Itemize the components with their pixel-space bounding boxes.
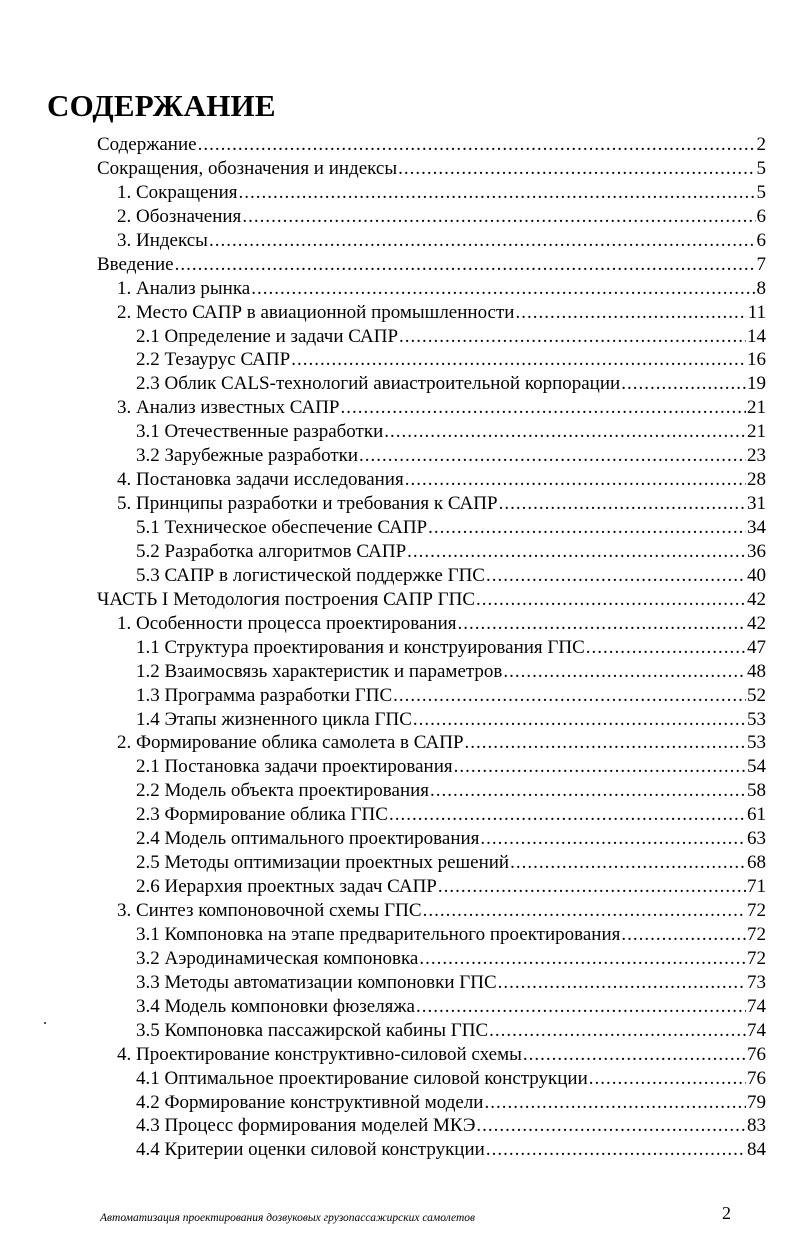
toc-entry-title: 3.3 Методы автоматизации компоновки ГПС <box>136 971 497 993</box>
dot-leader <box>589 1067 746 1091</box>
toc-entry-title: 2. Место САПР в авиационной промышленности <box>117 301 515 323</box>
toc-entry[interactable] <box>97 1019 766 1043</box>
toc-entry[interactable] <box>97 205 766 229</box>
dot-leader <box>621 923 746 947</box>
toc-entry-page: 34 <box>747 517 766 538</box>
toc-entry-title: 3. Синтез компоновочной схемы ГПС <box>117 900 422 921</box>
toc-entry[interactable] <box>97 492 766 516</box>
toc-list <box>97 133 766 1162</box>
toc-entry-page: 52 <box>747 684 766 706</box>
toc-entry[interactable] <box>97 1091 766 1115</box>
dot-leader <box>476 1114 746 1138</box>
toc-entry-page: 73 <box>747 971 766 993</box>
toc-entry-title: 2.3 Облик CALS-технологий авиастроительной корпорации <box>136 373 621 395</box>
toc-entry-title: 3.1 Компоновка на этапе предварительного проектирования <box>136 923 621 945</box>
toc-entry-title: Сокращения, обозначения и индексы <box>97 157 398 179</box>
toc-entry[interactable] <box>97 612 766 636</box>
toc-entry[interactable] <box>97 660 766 684</box>
toc-entry-title: Введение <box>97 253 174 275</box>
toc-entry[interactable] <box>97 779 766 803</box>
toc-entry-title: 4. Постановка задачи исследования <box>117 469 404 491</box>
dot-leader <box>454 755 746 779</box>
toc-entry-page: 76 <box>747 1043 766 1065</box>
toc-entry[interactable] <box>97 851 766 875</box>
dot-leader <box>359 444 746 468</box>
toc-entry-title: 4.1 Оптимальное проектирование силовой конструкции <box>136 1067 588 1089</box>
toc-entry-title: 3.5 Компоновка пассажирской кабины ГПС <box>136 1019 489 1041</box>
dot-leader <box>198 133 756 157</box>
dot-leader <box>416 995 746 1019</box>
dot-leader <box>489 1019 746 1043</box>
dot-leader <box>621 372 746 396</box>
toc-entry-title: 1.2 Взаимосвязь характеристик и параметров <box>136 660 503 682</box>
toc-entry-title: 1.1 Структура проектирования и конструирования ГПС <box>136 636 585 658</box>
dot-leader <box>486 1138 746 1162</box>
toc-entry-title: 3.2 Аэродинамическая компоновка <box>136 947 419 969</box>
dot-leader <box>515 301 746 325</box>
toc-entry-page: 74 <box>747 995 766 1017</box>
toc-entry-page: 16 <box>747 349 766 371</box>
dot-leader <box>430 779 746 803</box>
toc-heading: СОДЕРЖАНИЕ <box>47 88 276 123</box>
toc-entry-page: 28 <box>747 469 766 491</box>
toc-entry-title: 1.4 Этапы жизненного цикла ГПС <box>136 708 412 730</box>
toc-entry[interactable] <box>97 708 766 732</box>
dot-leader <box>405 468 746 492</box>
toc-entry-page: 72 <box>747 923 766 945</box>
dot-leader <box>503 660 746 684</box>
dot-leader <box>484 1091 746 1115</box>
dot-leader <box>586 636 746 660</box>
dot-leader <box>480 827 746 851</box>
toc-entry-title: 3. Индексы <box>117 229 208 251</box>
toc-entry[interactable] <box>97 253 766 277</box>
toc-entry[interactable] <box>97 875 766 899</box>
toc-entry[interactable] <box>97 133 766 157</box>
toc-entry-title: 1.3 Программа разработки ГПС <box>136 684 393 706</box>
toc-entry-title: 4.2 Формирование конструктивной модели <box>136 1091 484 1113</box>
toc-entry-title: 2.6 Иерархия проектных задач САПР <box>136 876 437 898</box>
toc-entry-title: 5.3 САПР в логистической поддержке ГПС <box>136 564 485 586</box>
dot-leader <box>523 1043 746 1067</box>
toc-entry-title: 2.4 Модель оптимального проектирования <box>136 828 480 850</box>
toc-entry-title: 2. Обозначения <box>117 205 242 227</box>
toc-entry[interactable] <box>97 755 766 779</box>
toc-entry-title: 4. Проектирование конструктивно-силовой схемы <box>117 1043 522 1065</box>
toc-entry-title: 1. Анализ рынка <box>117 277 251 299</box>
dot-leader <box>209 229 756 253</box>
toc-entry-page: 42 <box>747 588 766 610</box>
toc-entry[interactable] <box>97 684 766 708</box>
dot-leader <box>242 205 755 229</box>
toc-entry-page: 7 <box>756 253 766 275</box>
dot-leader <box>407 540 746 564</box>
toc-entry[interactable] <box>97 396 766 420</box>
toc-entry-page: 21 <box>747 397 766 419</box>
scan-speck <box>44 1022 46 1024</box>
toc-entry-page: 53 <box>747 708 766 730</box>
toc-entry[interactable] <box>97 516 766 540</box>
toc-entry-page: 42 <box>747 612 766 634</box>
toc-entry-page: 19 <box>747 373 766 395</box>
toc-entry-title: 3.4 Модель компоновки фюзеляжа <box>136 995 415 1017</box>
toc-entry-page: 83 <box>747 1115 766 1137</box>
dot-leader <box>175 253 756 277</box>
toc-entry-page: 68 <box>747 852 766 874</box>
toc-entry[interactable] <box>97 444 766 468</box>
toc-entry-title: 5.1 Техническое обеспечение САПР <box>136 517 428 538</box>
dot-leader <box>510 851 746 875</box>
toc-entry[interactable] <box>97 1138 766 1162</box>
toc-entry-title: 1. Сокращения <box>117 181 238 203</box>
toc-entry-title: 3.2 Зарубежные разработки <box>136 445 359 467</box>
toc-entry[interactable] <box>97 971 766 995</box>
toc-entry[interactable] <box>97 325 766 349</box>
toc-entry[interactable] <box>97 899 766 923</box>
toc-entry-title: 2.2 Тезаурус САПР <box>136 349 291 371</box>
dot-leader <box>438 875 746 899</box>
toc-entry-page: 6 <box>756 205 766 227</box>
toc-entry-title: Содержание <box>97 134 197 155</box>
dot-leader <box>465 731 746 755</box>
running-footer-title: Автоматизация проектирования дозвуковых грузопассажирских самолетов <box>100 1212 476 1224</box>
dot-leader <box>398 157 755 181</box>
toc-entry-page: 54 <box>747 756 766 778</box>
toc-entry[interactable] <box>97 803 766 827</box>
toc-entry[interactable] <box>97 731 766 755</box>
dot-leader <box>499 492 746 516</box>
toc-entry-page: 31 <box>747 493 766 515</box>
toc-entry-page: 11 <box>747 301 766 323</box>
toc-entry-title: 5.2 Разработка алгоритмов САПР <box>136 540 407 562</box>
toc-entry-page: 47 <box>747 636 766 658</box>
toc-entry-page: 5 <box>756 181 766 203</box>
toc-entry-page: 5 <box>756 157 766 179</box>
toc-entry-title: ЧАСТЬ I Методология построения САПР ГПС <box>97 588 476 610</box>
dot-leader <box>341 396 747 420</box>
toc-entry[interactable] <box>97 348 766 372</box>
toc-entry-page: 72 <box>747 900 766 921</box>
toc-entry[interactable] <box>97 229 766 253</box>
toc-entry[interactable] <box>97 564 766 588</box>
toc-entry-page: 71 <box>747 876 766 898</box>
toc-entry-page: 2 <box>756 134 766 155</box>
toc-entry-title: 3.1 Отечественные разработки <box>136 421 384 443</box>
toc-entry-title: 2. Формирование облика самолета в САПР <box>117 732 464 754</box>
toc-entry[interactable] <box>97 1114 766 1138</box>
toc-entry-page: 48 <box>747 660 766 682</box>
toc-entry-page: 76 <box>747 1067 766 1089</box>
dot-leader <box>251 277 755 301</box>
toc-entry-title: 4.3 Процесс формирования моделей МКЭ <box>136 1115 476 1137</box>
dot-leader <box>498 971 746 995</box>
toc-entry-page: 40 <box>747 564 766 586</box>
toc-entry-title: 3. Анализ известных САПР <box>117 397 340 419</box>
dot-leader <box>428 516 746 540</box>
toc-entry-title: 1. Особенности процесса проектирования <box>117 612 457 634</box>
toc-entry-page: 23 <box>747 445 766 467</box>
toc-entry-page: 58 <box>747 780 766 802</box>
toc-entry[interactable] <box>97 827 766 851</box>
toc-entry-title: 2.1 Постановка задачи проектирования <box>136 756 453 778</box>
toc-entry-page: 72 <box>747 947 766 969</box>
dot-leader <box>423 899 746 923</box>
toc-entry[interactable] <box>97 301 766 325</box>
dot-leader <box>389 803 746 827</box>
dot-leader <box>486 564 746 588</box>
dot-leader <box>413 708 746 732</box>
dot-leader <box>399 325 746 349</box>
dot-leader <box>476 588 746 612</box>
toc-entry[interactable] <box>97 1067 766 1091</box>
toc-entry[interactable] <box>97 372 766 396</box>
dot-leader <box>291 348 746 372</box>
toc-entry-title: 2.5 Методы оптимизации проектных решений <box>136 852 510 874</box>
toc-entry[interactable] <box>97 420 766 444</box>
toc-entry-title: 2.1 Определение и задачи САПР <box>136 325 399 347</box>
page-number: 2 <box>722 1203 731 1223</box>
toc-entry-page: 21 <box>747 421 766 443</box>
toc-entry[interactable] <box>97 923 766 947</box>
toc-entry-page: 61 <box>747 804 766 826</box>
dot-leader <box>458 612 746 636</box>
toc-entry-title: 2.3 Формирование облика ГПС <box>136 804 388 826</box>
toc-entry-page: 6 <box>756 229 766 251</box>
toc-entry-page: 8 <box>756 277 766 299</box>
toc-entry[interactable] <box>97 277 766 301</box>
toc-entry-page: 84 <box>747 1139 766 1161</box>
toc-entry-title: 2.2 Модель объекта проектирования <box>136 780 430 802</box>
toc-entry-page: 53 <box>747 732 766 754</box>
toc-entry[interactable] <box>97 947 766 971</box>
toc-entry[interactable] <box>97 157 766 181</box>
toc-entry[interactable] <box>97 181 766 205</box>
toc-entry-page: 36 <box>747 540 766 562</box>
toc-entry-page: 14 <box>747 325 766 347</box>
toc-entry[interactable] <box>97 588 766 612</box>
toc-entry-page: 63 <box>747 828 766 850</box>
toc-entry-page: 79 <box>747 1091 766 1113</box>
toc-entry[interactable] <box>97 468 766 492</box>
toc-entry-title: 5. Принципы разработки и требования к САПР <box>117 493 498 515</box>
toc-entry[interactable] <box>97 1043 766 1067</box>
toc-entry-page: 74 <box>747 1019 766 1041</box>
dot-leader <box>384 420 746 444</box>
toc-entry[interactable] <box>97 636 766 660</box>
dot-leader <box>419 947 746 971</box>
toc-entry[interactable] <box>97 540 766 564</box>
dot-leader <box>238 181 755 205</box>
toc-entry-title: 4.4 Критерии оценки силовой конструкции <box>136 1139 485 1161</box>
toc-entry[interactable] <box>97 995 766 1019</box>
dot-leader <box>393 684 746 708</box>
